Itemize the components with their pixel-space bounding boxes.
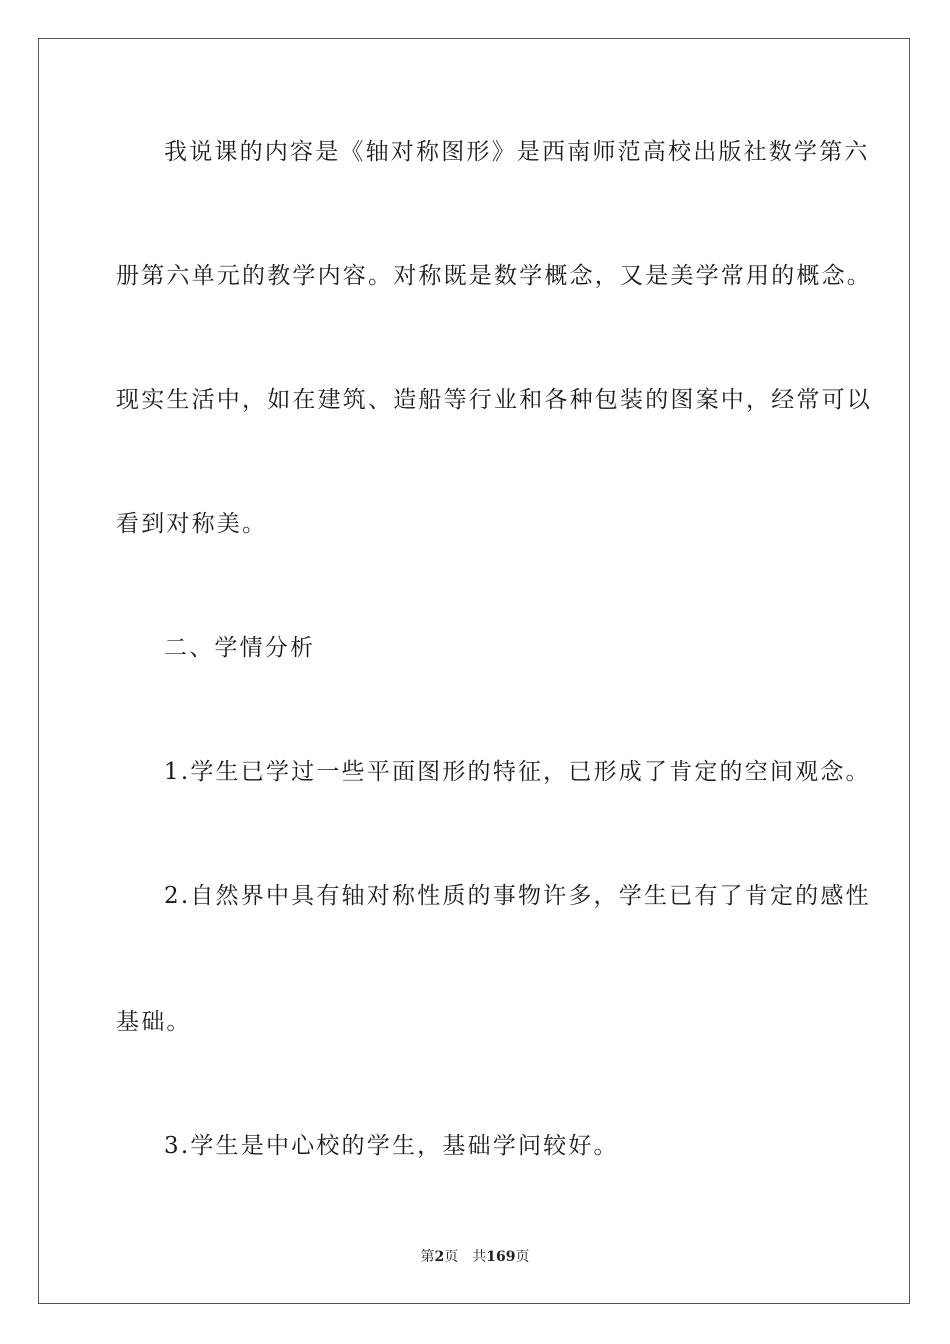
page-total: 169 — [486, 1249, 516, 1265]
paragraph-1-line-1: 我说课的内容是《轴对称图形》是西南师范高校出版社数学第六 — [164, 139, 870, 165]
paragraph-1-line-4: 看到对称美。 — [116, 511, 268, 537]
paragraph-1-line-3: 现实生活中，如在建筑、造船等行业和各种包装的图案中，经常可以 — [116, 387, 872, 413]
page-prefix: 第 — [420, 1249, 435, 1265]
page-border — [38, 38, 910, 1304]
list-item-3: 3.学生是中心校的学生，基础学问较好。 — [164, 1133, 619, 1159]
total-prefix: 共 — [472, 1249, 487, 1265]
list-item-1: 1.学生已学过一些平面图形的特征，已形成了肯定的空间观念。 — [164, 759, 871, 785]
total-suffix: 页 — [515, 1249, 530, 1265]
list-item-2-line-1: 2.自然界中具有轴对称性质的事物许多，学生已有了肯定的感性 — [164, 883, 871, 909]
page-footer — [0, 1246, 950, 1266]
page-current: 2 — [434, 1249, 445, 1265]
section-heading: 二、学情分析 — [164, 635, 316, 661]
page-suffix: 页 — [444, 1249, 459, 1265]
list-item-2-line-2: 基础。 — [116, 1009, 192, 1035]
paragraph-1-line-2: 册第六单元的教学内容。对称既是数学概念，又是美学常用的概念。 — [116, 263, 872, 289]
